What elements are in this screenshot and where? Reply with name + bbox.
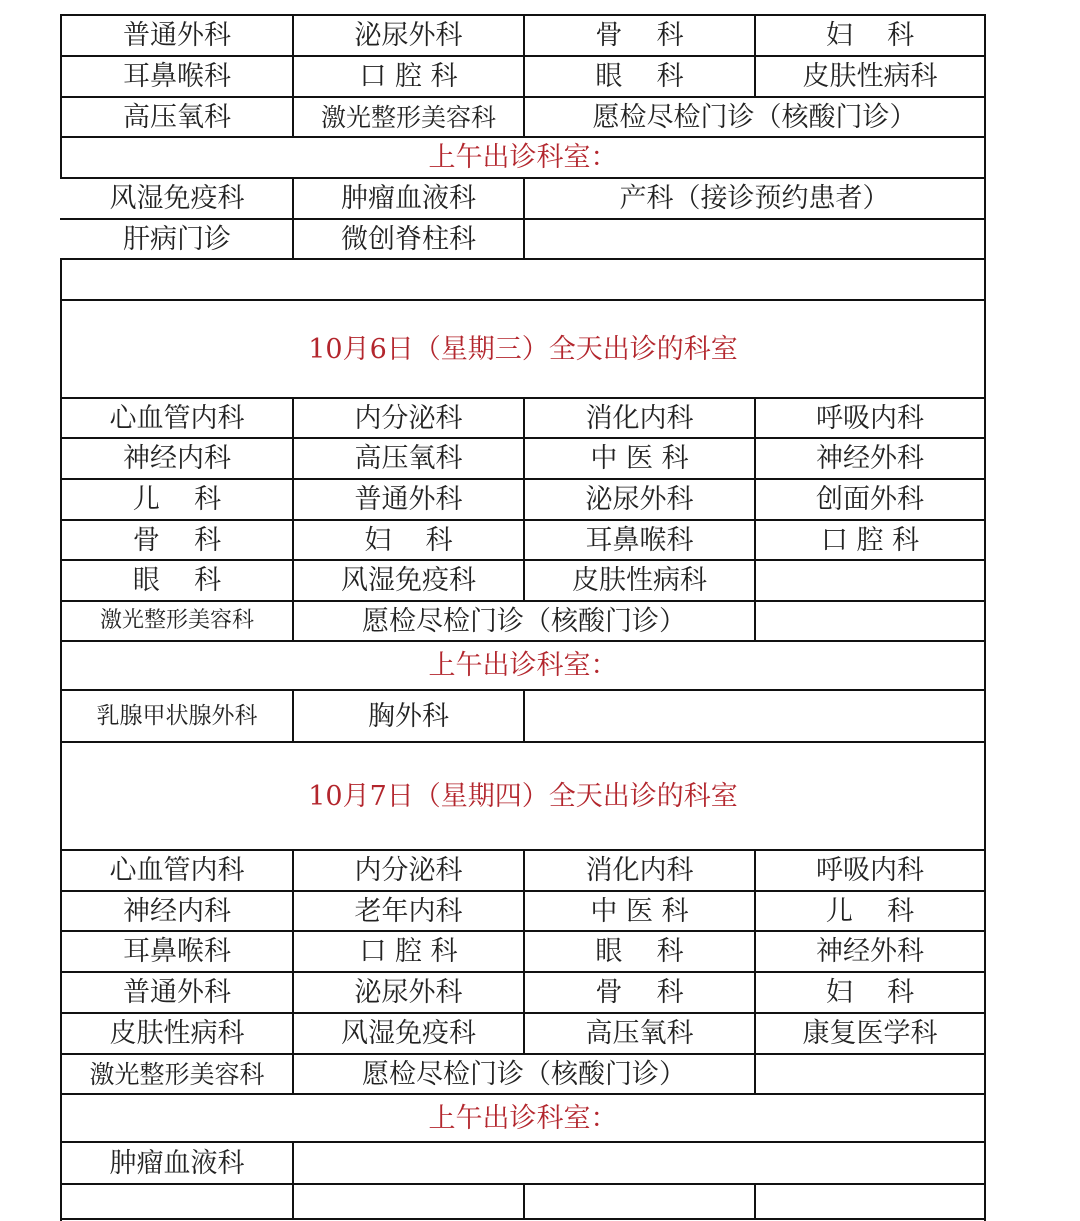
dept-cell-wide: 愿检尽检门诊（核酸门诊）: [362, 605, 686, 637]
dept-cell: 消化内科: [585, 855, 694, 886]
dept-cell: 眼 科: [132, 565, 222, 596]
table-border-left: [60, 258, 62, 1221]
dept-cell: 普通外科: [354, 484, 463, 515]
dept-cell: 高压氧科: [585, 1018, 694, 1049]
dept-cell: 泌尿外科: [354, 977, 463, 1008]
dept-cell: 皮肤性病科: [109, 1018, 245, 1049]
dept-cell-wide: 产科（接诊预约患者）: [619, 183, 890, 214]
dept-cell-wide: 愿检尽检门诊（核酸门诊）: [592, 101, 917, 133]
dept-cell: 儿 科: [825, 895, 915, 927]
grid-line: [523, 397, 525, 602]
dept-cell: 皮肤性病科: [802, 61, 938, 92]
dept-cell: 神经内科: [123, 443, 231, 474]
dept-cell: 激光整形美容科: [99, 608, 254, 633]
dept-cell: 皮肤性病科: [572, 565, 707, 596]
grid-line: [60, 1093, 986, 1095]
grid-line: [292, 689, 294, 743]
dept-cell: 耳鼻喉科: [123, 61, 231, 92]
dept-cell: 心血管内科: [109, 402, 245, 434]
grid-line: [754, 849, 756, 1095]
dept-cell: 眼 科: [595, 61, 684, 92]
dept-cell: 激光整形美容科: [320, 102, 496, 132]
dept-cell: 内分泌科: [354, 855, 463, 886]
dept-cell: 高压氧科: [354, 443, 463, 474]
dept-cell: 口 腔 科: [359, 936, 458, 967]
dept-cell: 胸外科: [368, 700, 449, 732]
dept-cell: 耳鼻喉科: [585, 524, 694, 556]
dept-cell-empty: [524, 1184, 755, 1219]
grid-line: [60, 299, 986, 301]
grid-line: [292, 177, 294, 260]
grid-line: [523, 14, 525, 138]
grid-line: [523, 689, 525, 743]
dept-cell-empty: [755, 1054, 985, 1094]
dept-cell-empty: [755, 1184, 985, 1219]
dept-cell: 神经外科: [816, 443, 924, 474]
dept-cell-empty: [755, 560, 985, 601]
dept-cell: 普通外科: [123, 977, 231, 1008]
dept-cell: 老年内科: [354, 895, 463, 927]
dept-cell: 普通外科: [123, 20, 231, 51]
dept-cell: 高压氧科: [123, 101, 231, 133]
dept-cell: 妇 科: [825, 977, 915, 1008]
grid-line: [523, 177, 525, 260]
dept-cell: 耳鼻喉科: [123, 936, 231, 967]
dept-cell: 口 腔 科: [359, 61, 458, 92]
dept-cell-empty: [755, 601, 985, 641]
dept-cell: 泌尿外科: [354, 20, 463, 51]
dept-cell: 乳腺甲状腺外科: [96, 702, 258, 729]
grid-line: [523, 849, 525, 1055]
grid-line: [292, 1141, 294, 1220]
dept-cell: 神经外科: [816, 936, 924, 967]
dept-cell-empty: [61, 1184, 293, 1219]
dept-cell: 泌尿外科: [585, 484, 694, 515]
grid-line: [60, 1141, 986, 1143]
table-border-right: [984, 14, 986, 1221]
dept-cell: 肿瘤血液科: [109, 1147, 245, 1179]
grid-line: [292, 14, 294, 138]
dept-cell-empty: [293, 1184, 524, 1219]
dept-cell: 激光整形美容科: [89, 1059, 265, 1089]
grid-line: [754, 397, 756, 642]
grid-line: [523, 1183, 525, 1220]
morning-header: 上午出诊科室：: [428, 650, 618, 681]
dept-cell-wide: 愿检尽检门诊（核酸门诊）: [362, 1058, 686, 1090]
dept-cell: 儿 科: [132, 484, 222, 515]
grid-line: [754, 1183, 756, 1220]
morning-header: 上午出诊科室：: [428, 142, 618, 173]
dept-cell: 骨 科: [595, 20, 684, 51]
dept-cell: 妇 科: [364, 524, 453, 556]
dept-cell: 妇 科: [825, 20, 915, 51]
dept-cell: 微创脊柱科: [341, 223, 476, 255]
dept-cell: 口 腔 科: [820, 524, 920, 556]
dept-cell: 呼吸内科: [816, 402, 924, 434]
dept-cell: 骨 科: [132, 524, 222, 556]
dept-cell: 眼 科: [595, 936, 684, 967]
dept-cell-empty: [524, 690, 985, 742]
grid-line: [60, 640, 986, 642]
grid-line: [754, 14, 756, 97]
dept-cell: 肝病门诊: [123, 223, 231, 255]
morning-header: 上午出诊科室：: [428, 1102, 618, 1134]
dept-cell: 风湿免疫科: [109, 183, 245, 214]
dept-cell: 风湿免疫科: [341, 565, 476, 596]
dept-cell-empty: [293, 1142, 985, 1184]
dept-cell: 骨 科: [595, 977, 684, 1008]
dept-cell: 中 医 科: [590, 443, 689, 474]
dept-cell: 心血管内科: [109, 855, 245, 886]
dept-cell: 康复医学科: [802, 1018, 938, 1049]
dept-cell: 神经内科: [123, 895, 231, 927]
grid-line: [292, 849, 294, 1095]
dept-cell: 肿瘤血液科: [341, 183, 476, 214]
grid-line: [292, 397, 294, 642]
dept-cell-empty: [524, 219, 985, 259]
dept-cell: 中 医 科: [590, 895, 689, 927]
dept-cell: 内分泌科: [354, 402, 463, 434]
day-title-oct7: 10月7日（星期四）全天出诊的科室: [308, 780, 738, 812]
day-title-oct6: 10月6日（星期三）全天出诊的科室: [308, 333, 738, 365]
dept-cell: 呼吸内科: [816, 855, 924, 886]
dept-cell: 创面外科: [816, 484, 924, 515]
dept-cell: 风湿免疫科: [341, 1018, 476, 1049]
dept-cell: 消化内科: [585, 402, 694, 434]
